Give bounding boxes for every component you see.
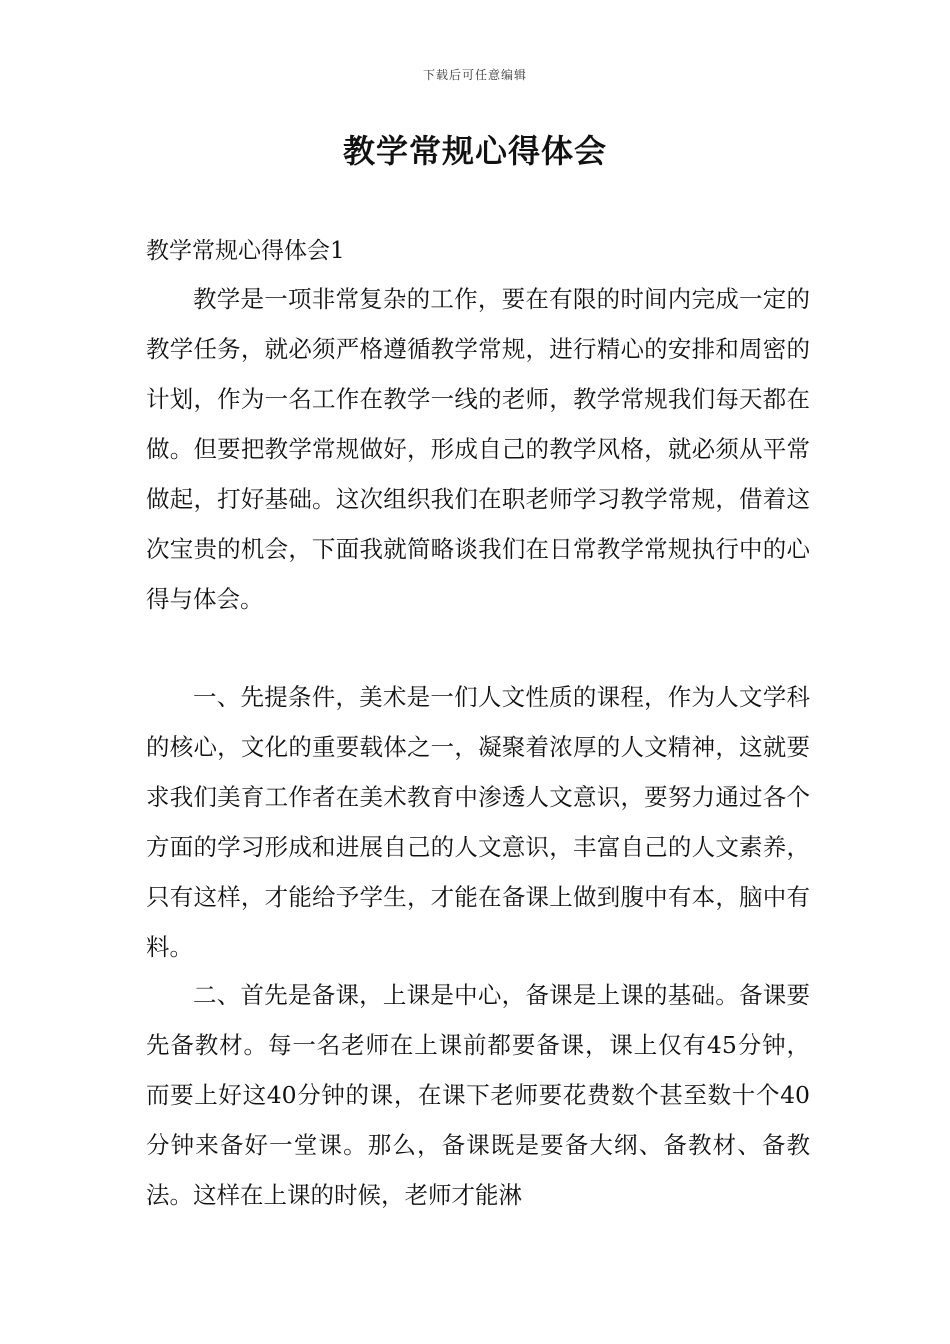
paragraph-intro: 教学是一项非常复杂的工作，要在有限的时间内完成一定的教学任务，就必须严格遵循教学常规，进行精心的安排和周密的计划，作为一名工作在教学一线的老师，教学常规我们每天都在做。但要把教学常规做好，形成自己的教学风格，就必须从平常做起，打好基础。这次组织我们在职老师学习教学常规，借着这次宝贵的机会，下面我就简略谈我们在日常教学常规执行中的心得与体会。	[146, 285, 810, 613]
paragraph-point-one: 一、先提条件，美术是一们人文性质的课程，作为人文学科的核心，文化的重要载体之一，凝聚着浓厚的人文精神，这就要求我们美育工作者在美术教育中渗透人文意识，要努力通过各个方面的学习形成和进展自己的人文意识，丰富自己的人文素养，只有这样，才能给予学生，才能在备课上做到腹中有本，脑中有料。	[146, 683, 810, 961]
paragraph-point-two: 二、首先是备课，上课是中心，备课是上课的基础。备课要先备教材。每一名老师在上课前都要备课，课上仅有45分钟，而要上好这40分钟的课，在课下老师要花费数个甚至数十个40分钟来备好一堂课。那么，备课既是要备大纲、备教材、备教法。这样在上课的时候，老师才能淋	[146, 981, 810, 1209]
header-note: 下载后可任意编辑	[422, 68, 527, 82]
document-title: 教学常规心得体会	[342, 132, 607, 170]
section-heading: 教学常规心得体会1	[146, 238, 345, 264]
